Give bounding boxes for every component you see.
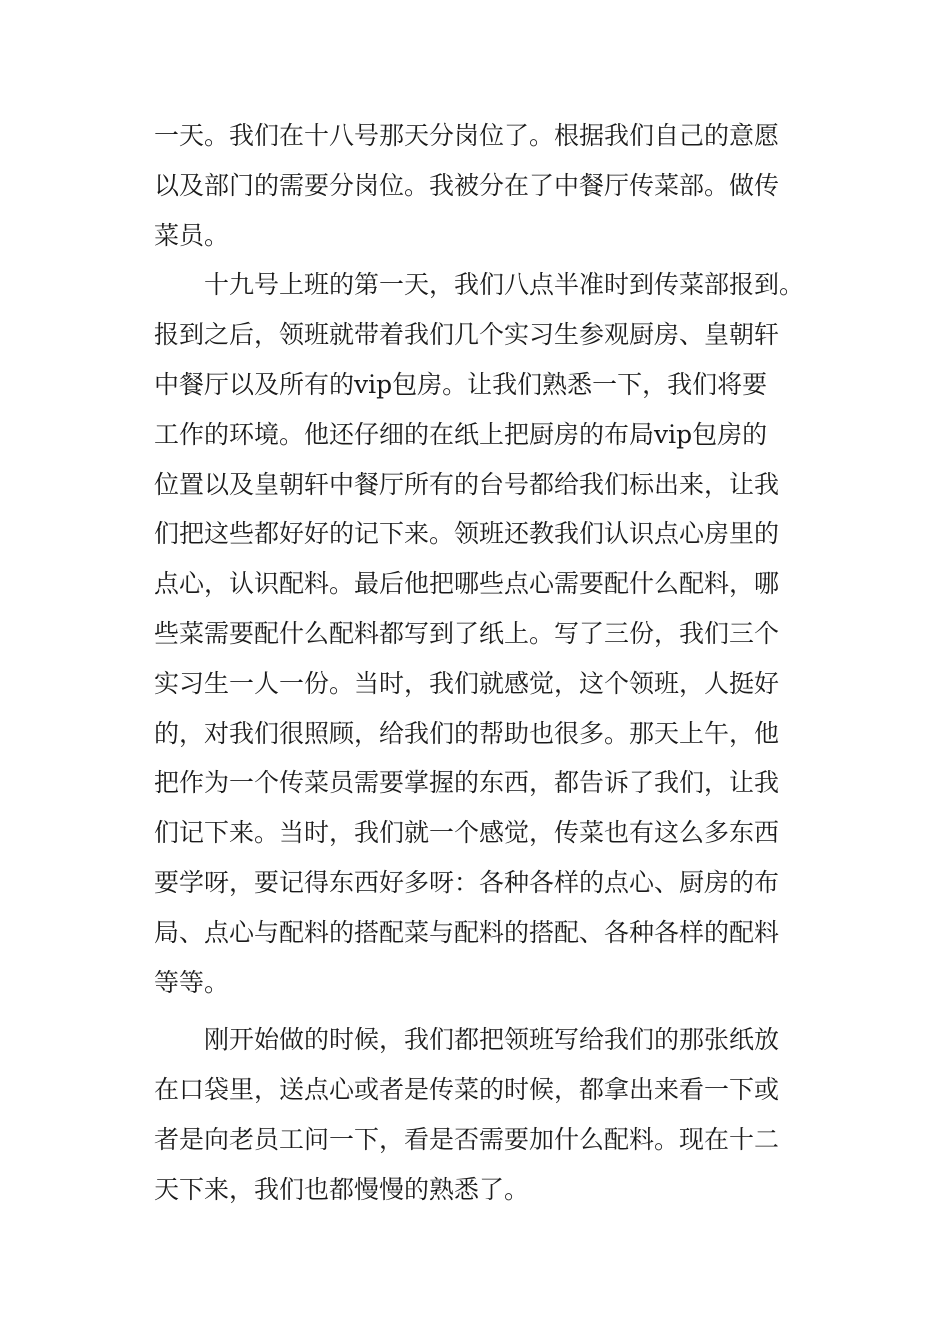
text-line: 报到之后，领班就带着我们几个实习生参观厨房、皇朝轩 [154, 320, 780, 350]
text-line: 天下来，我们也都慢慢的熟悉了。 [154, 1174, 530, 1204]
text-line: 位置以及皇朝轩中餐厅所有的台号都给我们标出来，让我 [154, 469, 780, 499]
text-line: 把作为一个传菜员需要掌握的东西，都告诉了我们，让我 [154, 768, 780, 798]
text-line: 的，对我们很照顾，给我们的帮助也很多。那天上午，他 [154, 718, 780, 748]
text-line: 等等。 [154, 967, 230, 997]
document-body [154, 111, 814, 1215]
paragraph-3 [154, 1015, 814, 1214]
text-line: 实习生一人一份。当时，我们就感觉，这个领班，人挺好 [154, 668, 780, 698]
paragraph-1 [154, 111, 814, 260]
text-line: 工作的环境。他还仔细的在纸上把厨房的布局vip包房的 [154, 419, 768, 449]
text-line: 十九号上班的第一天，我们八点半准时到传菜部报到。 [204, 270, 805, 300]
paragraph-2 [154, 260, 814, 1007]
text-line: 点心，认识配料。最后他把哪些点心需要配什么配料，哪 [154, 569, 780, 599]
text-line: 一天。我们在十八号那天分岗位了。根据我们自己的意愿 [154, 121, 780, 150]
text-line: 些菜需要配什么配料都写到了纸上。写了三份，我们三个 [154, 618, 780, 648]
text-line: 刚开始做的时候，我们都把领班写给我们的那张纸放 [204, 1025, 780, 1055]
text-line: 中餐厅以及所有的vip包房。让我们熟悉一下，我们将要 [154, 369, 768, 399]
text-line: 们记下来。当时，我们就一个感觉，传菜也有这么多东西 [154, 818, 780, 848]
text-line: 要学呀，要记得东西好多呀：各种各样的点心、厨房的布 [154, 867, 780, 897]
text-line: 们把这些都好好的记下来。领班还教我们认识点心房里的 [154, 519, 780, 549]
text-line: 者是向老员工问一下，看是否需要加什么配料。现在十二 [154, 1124, 780, 1154]
text-line: 在口袋里，送点心或者是传菜的时候，都拿出来看一下或 [154, 1075, 780, 1105]
text-line: 菜员。 [154, 220, 230, 250]
text-line: 局、点心与配料的搭配菜与配料的搭配、各种各样的配料 [154, 917, 780, 947]
text-line: 以及部门的需要分岗位。我被分在了中餐厅传菜部。做传 [154, 170, 780, 200]
